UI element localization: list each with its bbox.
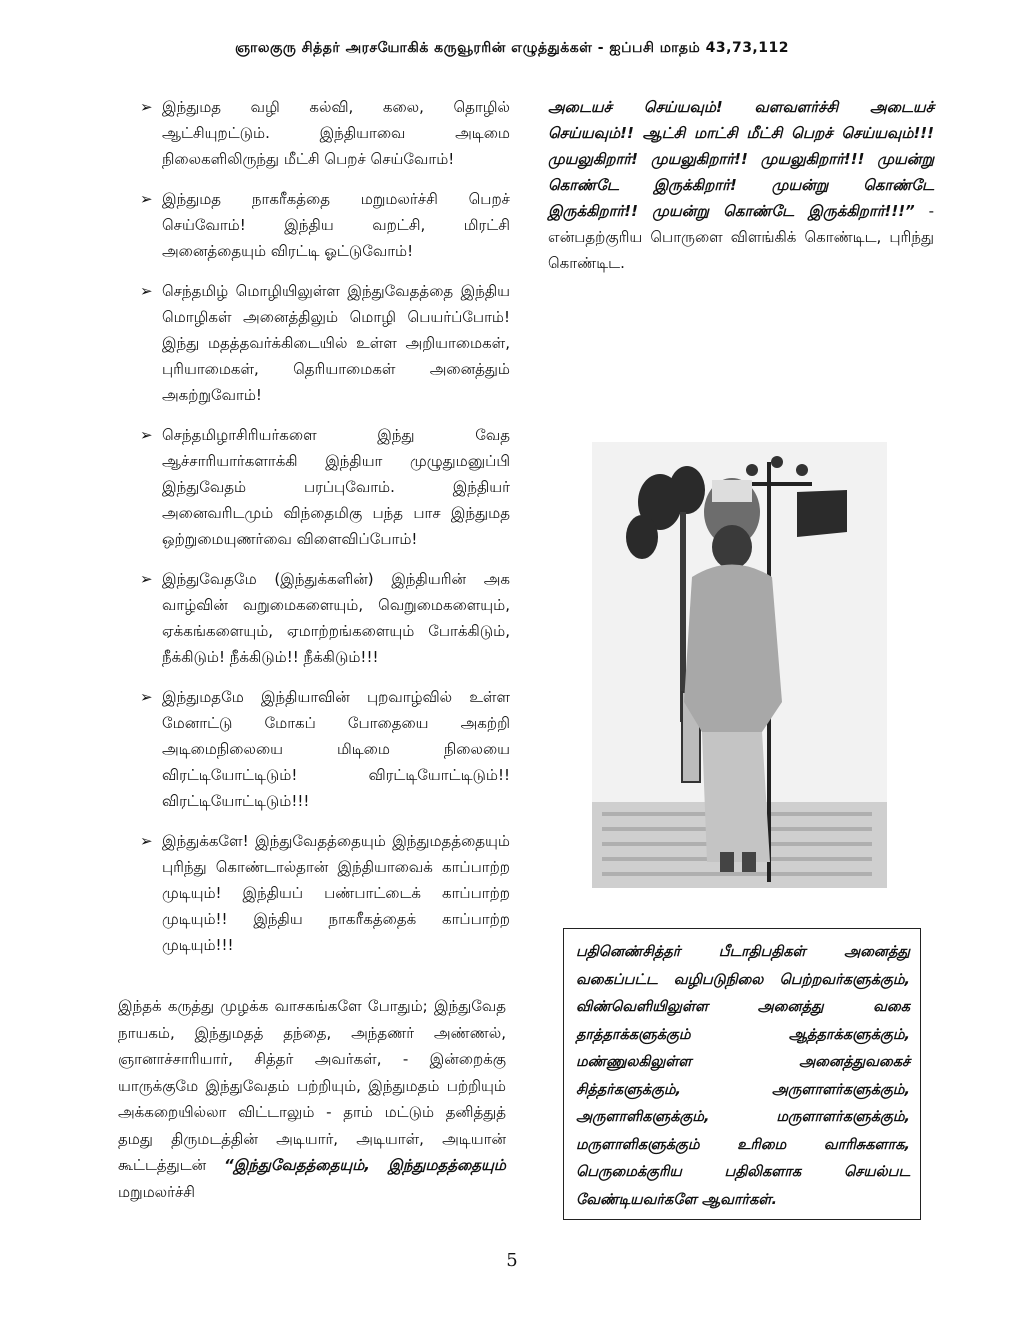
- bullet-text: இந்துமத நாகரீகத்தை மறுமலர்ச்சி பெறச் செய்வோம்! இந்திய வறட்சி, மிரட்சி அனைத்தையும் விரட்டி ஓட்டுவோம்!: [162, 190, 510, 260]
- list-item: [140, 566, 510, 670]
- arrow-bullet-icon: ➢: [140, 570, 153, 588]
- bullet-text: இந்துமதமே இந்தியாவின் புறவாழ்வில் உள்ள மேனாட்டு மோகப் போதையை அகற்றி அடிமைநிலையை மிடிமை நிலையை விரட்டியோட்டிடும்! விரட்டியோட்டிடும்!! விரட்டியோட்டிடும்!!!: [162, 688, 510, 810]
- list-item: [140, 94, 510, 172]
- left-column: [140, 94, 510, 972]
- list-item: [140, 186, 510, 264]
- paragraph-text: இந்தக் கருத்து முழக்க வாசகங்களே போதும்; இந்துவேத நாயகம், இந்துமதத் தந்தை, அந்தணர் அண்ணல், ஞானாச்சாரியார், சித்தர் அவர்கள், - இன்றைக்கு யாருக்குமே இந்துவேதம் பற்றியும், இந்துமதம் பற்றியும் அக்கறையில்லா விட்டாலும் - தாம் மட்டும் தனித்துத் தமது திருமடத்தின் அடியார், அடியாள், அடியான் கூட்டத்துடன்: [118, 997, 506, 1174]
- list-item: [140, 422, 510, 552]
- arrow-bullet-icon: ➢: [140, 282, 153, 300]
- box-text: பதினெண்சித்தர் பீடாதிபதிகள் அனைத்து வகைப்பட்ட வழிபடுநிலை பெற்றவர்களுக்கும், விண்வெளியிலுள்ள அனைத்து வகை தாத்தாக்களுக்கும் ஆத்தாக்களுக்கும், மண்ணுலகிலுள்ள அனைத்துவகைச் சித்தர்களுக்கும், அருளாளர்களுக்கும், அருளாளிகளுக்கும், மருளாளர்களுக்கும், மருளாளிகளுக்கும் உரிமை வாரிசுகளாக, பெருமைக்குரிய பதிலிகளாக செயல்பட வேண்டியவர்களே ஆவார்கள்.: [576, 944, 910, 1208]
- siddhar-figure-image: [592, 442, 887, 888]
- emphasis-text: அடையச் செய்யவும்! வளவளர்ச்சி அடையச் செய்யவும்!! ஆட்சி மாட்சி மீட்சி பெறச் செய்யவும்!!! முயலுகிறார்! முயலுகிறார்!! முயலுகிறார்!!! முயன்று கொண்டே இருக்கிறார்! முயன்று கொண்டே இருக்கிறார்!! முயன்று கொண்டே இருக்கிறார்!!!”: [548, 98, 934, 220]
- paragraph-bold-text: “இந்துவேதத்தையும், இந்துமதத்தையும்: [223, 1156, 506, 1174]
- bullet-text: இந்துக்களே! இந்துவேதத்தையும் இந்துமதத்தையும் புரிந்து கொண்டால்தான் இந்தியாவைக் காப்பாற்ற முடியும்! இந்தியப் பண்பாட்டைக் காப்பாற்ற முடியும்!! இந்திய நாகரீகத்தைக் காப்பாற்ற முடியும்!!!: [162, 832, 510, 954]
- arrow-bullet-icon: ➢: [140, 426, 153, 444]
- list-item: [140, 684, 510, 814]
- page-header: ஞாலகுரு சித்தர் அரசயோகிக் கருவூரரின் எழுத்துக்கள் - ஐப்பசி மாதம் 43,73,112: [235, 40, 789, 56]
- list-item: [140, 278, 510, 408]
- highlight-box: [563, 928, 921, 1220]
- bullet-text: செந்தமிழ் மொழியிலுள்ள இந்துவேதத்தை இந்திய மொழிகள் அனைத்திலும் மொழி பெயர்ப்போம்! இந்து மதத்தவர்க்கிடையில் உள்ள அறியாமைகள், புரியாமைகள், தெரியாமைகள் அனைத்தும் அகற்றுவோம்!: [162, 282, 510, 404]
- paragraph-tail-text: மறுமலர்ச்சி: [118, 1182, 196, 1201]
- list-item: [140, 828, 510, 958]
- continuation-paragraph: [548, 94, 934, 276]
- arrow-bullet-icon: ➢: [140, 832, 153, 850]
- paragraph-text: - என்பதற்குரிய பொருளை விளங்கிக் கொண்டிட, புரிந்து கொண்டிட.: [548, 202, 934, 272]
- portrait-photo: [592, 442, 887, 888]
- arrow-bullet-icon: ➢: [140, 688, 153, 706]
- page-number: 5: [506, 1250, 518, 1271]
- body-paragraph: [118, 993, 506, 1205]
- arrow-bullet-icon: ➢: [140, 190, 153, 208]
- right-column: [548, 94, 934, 276]
- bullet-text: இந்துவேதமே (இந்துக்களின்) இந்தியரின் அக வாழ்வின் வறுமைகளையும், வெறுமைகளையும், ஏக்கங்களையும், ஏமாற்றங்களையும் போக்கிடும், நீக்கிடும்! நீக்கிடும்!! நீக்கிடும்!!!: [162, 570, 510, 666]
- bullet-text: செந்தமிழாசிரியர்களை இந்து வேத ஆச்சாரியார்களாக்கி இந்தியா முழுதுமனுப்பி இந்துவேதம் பரப்புவோம். இந்தியர் அனைவரிடமும் விந்தைமிகு பந்த பாச இந்துமத ஒற்றுமையுணர்வை விளைவிப்போம்!: [162, 426, 510, 548]
- bullet-text: இந்துமத வழி கல்வி, கலை, தொழில் ஆட்சியுறட்டும். இந்தியாவை அடிமை நிலைகளிலிருந்து மீட்சி பெறச் செய்வோம்!: [162, 98, 510, 168]
- arrow-bullet-icon: ➢: [140, 98, 153, 116]
